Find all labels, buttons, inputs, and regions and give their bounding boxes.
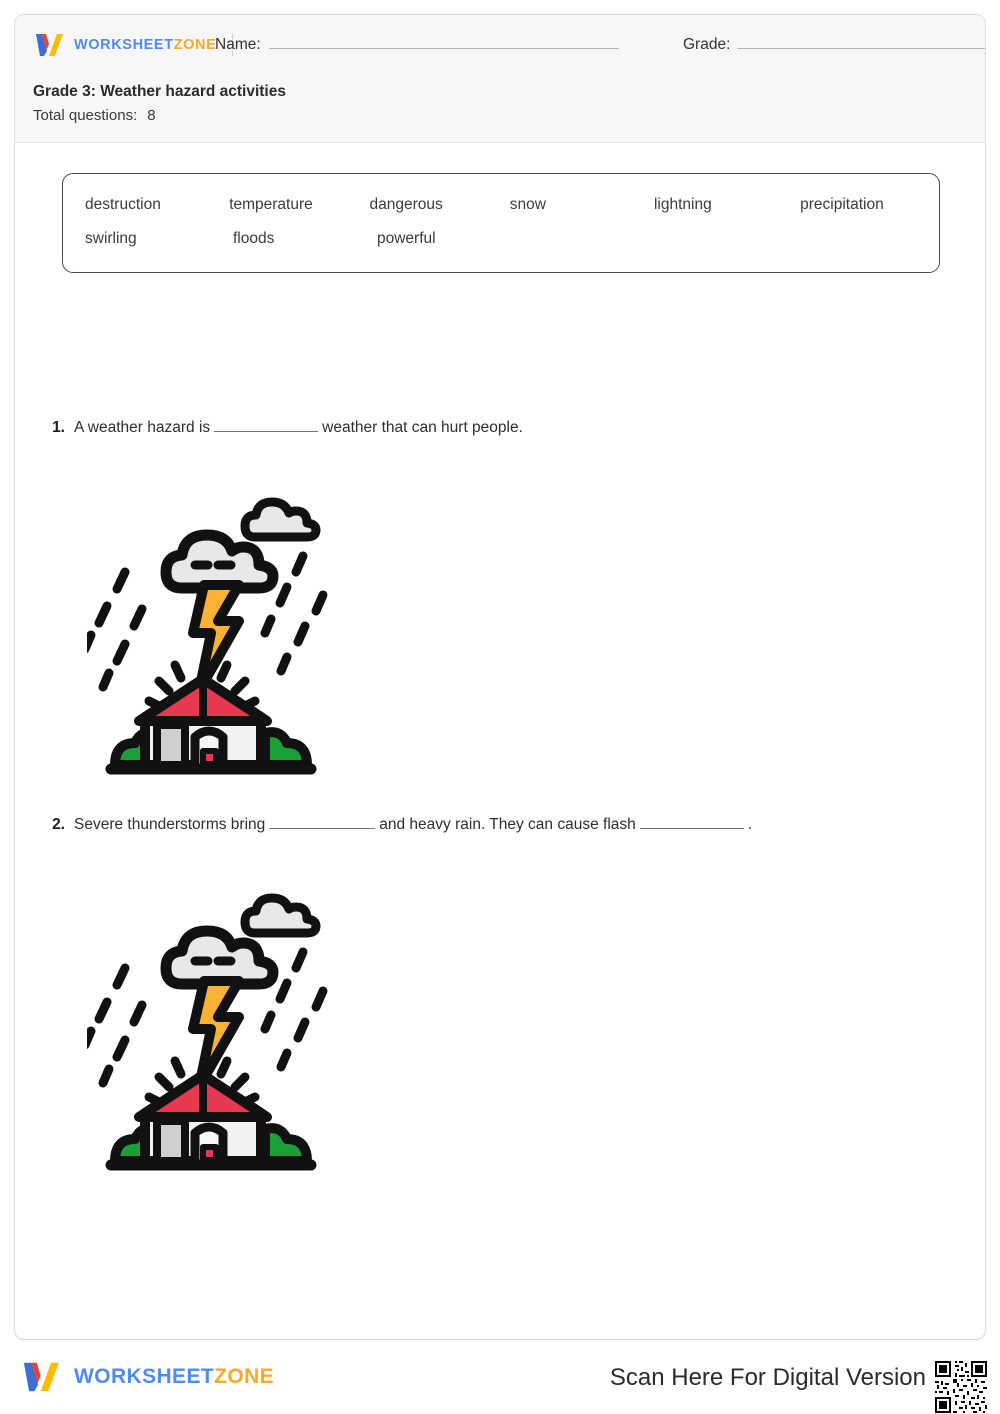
word-bank-item[interactable]: powerful	[377, 230, 436, 247]
question-text-part: Severe thunderstorms bring	[74, 816, 266, 833]
worksheet-body	[15, 143, 985, 1340]
word-bank	[62, 173, 940, 273]
word-bank-item[interactable]: precipitation	[800, 196, 884, 213]
worksheet-header	[15, 15, 985, 143]
word-bank-item[interactable]: lightning	[653, 196, 712, 213]
grade-input-rule[interactable]	[738, 36, 986, 49]
word-bank-item[interactable]: snow	[509, 196, 546, 213]
thunderstorm-house-lightning-icon	[87, 869, 335, 1179]
grade-label: Grade:	[683, 36, 731, 53]
word-bank-item[interactable]: temperature	[229, 196, 313, 213]
word-bank-item[interactable]: swirling	[85, 230, 137, 247]
worksheet-card	[14, 14, 986, 1340]
scan-label: Scan Here For Digital Version	[609, 1364, 926, 1391]
brand-name-worksheet: WORKSHEET	[74, 37, 174, 53]
answer-blank[interactable]	[214, 418, 318, 432]
total-questions	[33, 107, 156, 124]
name-label: Name:	[215, 36, 261, 53]
word-bank-item[interactable]: floods	[233, 230, 275, 247]
name-input-rule[interactable]	[269, 36, 619, 49]
question-number: 2.	[52, 816, 65, 833]
question-text-part: weather that can hurt people.	[322, 419, 523, 436]
worksheet-zone-logo-icon	[20, 1358, 64, 1396]
brand-name	[74, 37, 216, 53]
name-field[interactable]	[215, 36, 619, 54]
brand-name-zone: ZONE	[173, 37, 217, 53]
question-text-part: .	[747, 816, 753, 833]
page-title: Grade 3: Weather hazard activities	[33, 83, 286, 100]
question-text-part: and heavy rain. They can cause flash	[379, 816, 636, 833]
total-questions-label: Total questions:	[33, 107, 138, 124]
footer-brand-logo[interactable]	[20, 1358, 274, 1396]
footer-brand-name	[74, 1365, 274, 1389]
word-bank-row	[85, 222, 917, 256]
worksheet-zone-logo-icon	[33, 31, 67, 59]
answer-blank[interactable]	[640, 815, 744, 829]
question-number: 1.	[52, 419, 65, 436]
footer-brand-zone: ZONE	[214, 1365, 275, 1388]
question-text-part: A weather hazard is	[74, 419, 211, 436]
word-bank-row	[85, 188, 917, 222]
page-footer	[0, 1352, 1000, 1414]
footer-brand-worksheet: WORKSHEET	[74, 1365, 215, 1388]
question-1	[39, 418, 523, 437]
answer-blank[interactable]	[269, 815, 375, 829]
word-bank-item[interactable]: destruction	[85, 196, 161, 213]
total-questions-value: 8	[147, 107, 156, 124]
word-bank-item[interactable]: dangerous	[369, 196, 443, 213]
thunderstorm-house-lightning-icon	[87, 473, 335, 783]
grade-field[interactable]	[683, 36, 986, 54]
question-2	[39, 815, 752, 834]
qr-code-icon[interactable]	[930, 1356, 992, 1414]
